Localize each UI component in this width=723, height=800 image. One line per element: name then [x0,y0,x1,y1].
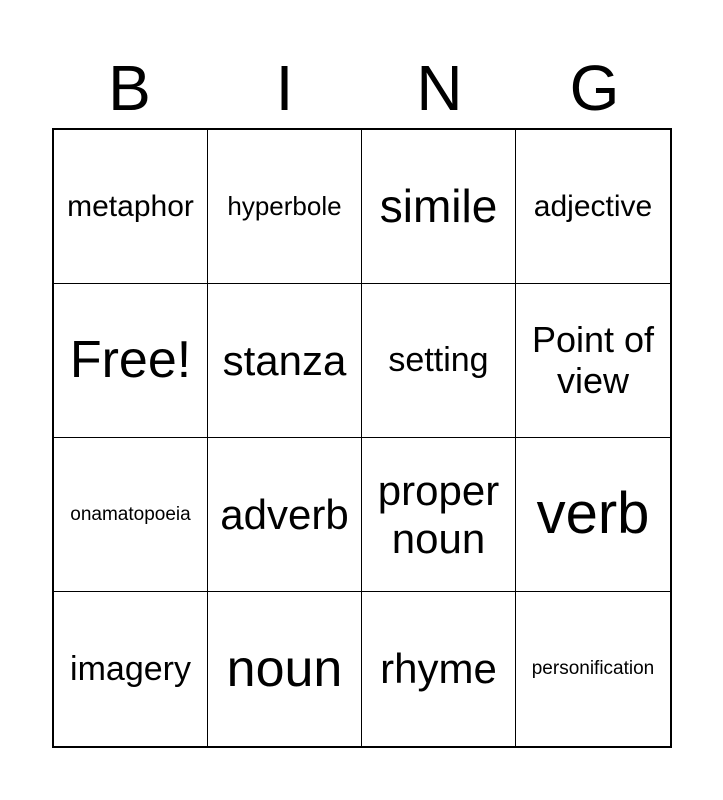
cell-label: metaphor [67,189,194,223]
bingo-cell-r2c3[interactable] [362,284,516,438]
bingo-cell-r3c3[interactable] [362,438,516,592]
header-letter-b: B [108,52,151,124]
cell-label: adjective [533,189,653,223]
free-space-label: Free! [69,331,192,390]
bingo-cell-r2c1-free[interactable] [54,284,208,438]
cell-label: rhyme [380,645,497,693]
bingo-cell-r4c2[interactable] [208,592,362,746]
cell-label: hyperbole [227,190,342,221]
cell-label: onamatopoeia [70,503,191,525]
bingo-cell-r1c3[interactable] [362,130,516,284]
bingo-cell-r4c4[interactable] [516,592,670,746]
cell-label: noun [226,639,343,698]
cell-label: stanza [222,336,347,384]
bingo-cell-r2c2[interactable] [208,284,362,438]
cell-label: simile [379,179,498,232]
bingo-cell-r3c4[interactable] [516,438,670,592]
header-letter-n: N [416,52,463,124]
bingo-cell-r1c4[interactable] [516,130,670,284]
cell-label: personification [531,658,655,680]
bingo-board [52,128,672,748]
cell-label: verb [536,481,650,547]
bingo-header [52,52,672,124]
cell-label: proper noun [377,467,500,562]
cell-label: imagery [70,649,191,688]
bingo-cell-r3c1[interactable] [54,438,208,592]
cell-label: Point of view [531,319,655,401]
header-letter-g: G [569,52,620,124]
bingo-cell-r1c1[interactable] [54,130,208,284]
bingo-cell-r2c4[interactable] [516,284,670,438]
bingo-cell-r1c2[interactable] [208,130,362,284]
bingo-cell-r3c2[interactable] [208,438,362,592]
cell-label: adverb [220,490,349,538]
bingo-cell-r4c1[interactable] [54,592,208,746]
header-letter-i: I [275,52,294,124]
bingo-cell-r4c3[interactable] [362,592,516,746]
cell-label: setting [388,341,489,380]
